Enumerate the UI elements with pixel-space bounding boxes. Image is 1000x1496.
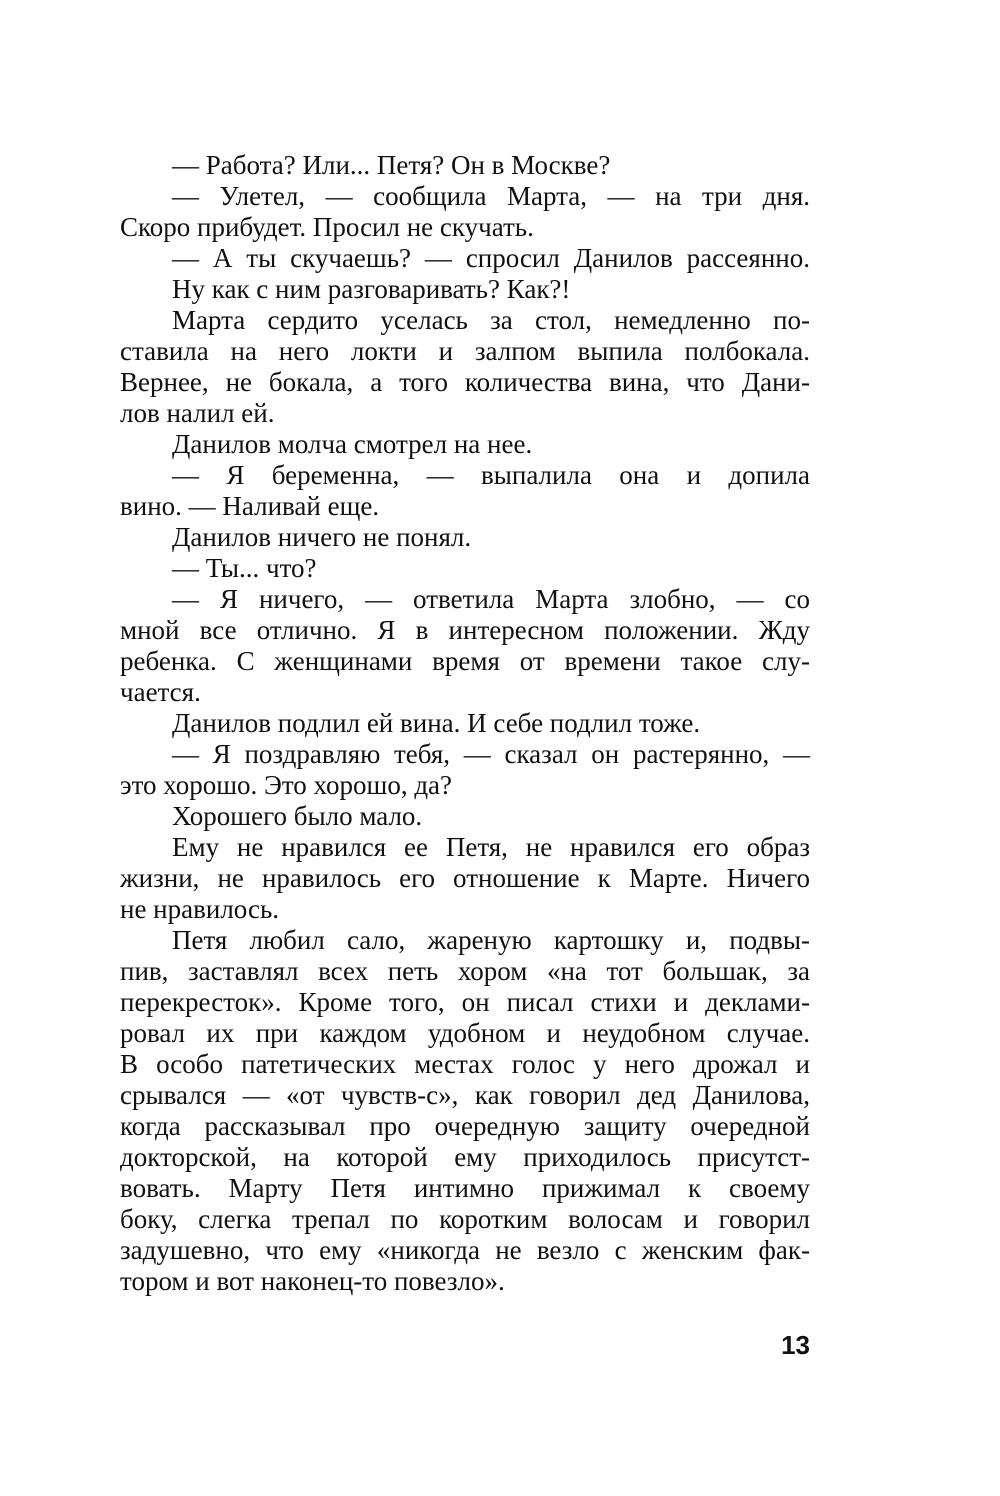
text-line: вино. — Наливай еще.: [120, 491, 380, 521]
text-line: ставила на него локти и залпом выпила полбокала.: [120, 336, 810, 366]
body-text: [120, 150, 810, 1297]
text-line: задушевно, что ему «никогда не везло с женским фак-: [120, 1235, 810, 1265]
text-line: Петя любил сало, жареную картошку и, подвы-: [172, 925, 810, 955]
text-line: — Я ничего, — ответила Марта злобно, — со: [172, 584, 810, 614]
text-line: срывался — «от чувств-с», как говорил дед Данилова,: [120, 1080, 810, 1110]
text-line: вовать. Марту Петя интимно прижимал к своему: [120, 1173, 810, 1203]
text-line: докторской, на которой ему приходилось присутст-: [120, 1142, 810, 1172]
text-line: Ему не нравился ее Петя, не нравился его образ: [172, 832, 810, 862]
text-line: лов налил ей.: [120, 398, 275, 428]
text-line: тором и вот наконец-то повезло».: [120, 1266, 505, 1296]
text-line: Данилов ничего не понял.: [172, 522, 472, 552]
text-line: Данилов подлил ей вина. И себе подлил тоже.: [172, 708, 701, 738]
text-line: это хорошо. Это хорошо, да?: [120, 770, 453, 800]
text-line: пив, заставлял всех петь хором «на тот большак, за: [120, 956, 810, 986]
text-line: — Я беременна, — выпалила она и допила: [172, 460, 810, 490]
text-line: В особо патетических местах голос у него дрожал и: [120, 1049, 810, 1079]
text-line: жизни, не нравилось его отношение к Марте. Ничего: [120, 863, 810, 893]
text-line: Вернее, не бокала, а того количества вина, что Дани-: [120, 367, 810, 397]
text-line: Данилов молча смотрел на нее.: [172, 429, 533, 459]
text-line: Ну как с ним разговаривать? Как?!: [172, 274, 571, 304]
text-line: — Улетел, — сообщила Марта, — на три дня.: [172, 181, 810, 211]
page-number: 13: [781, 1330, 810, 1360]
text-line: чается.: [120, 677, 201, 707]
text-line: мной все отлично. Я в интересном положении. Жду: [120, 615, 810, 645]
text-line: когда рассказывал про очередную защиту очередной: [120, 1111, 810, 1141]
text-line: — Работа? Или... Петя? Он в Москве?: [172, 150, 611, 180]
text-line: Марта сердито уселась за стол, немедленно по-: [172, 305, 810, 335]
text-line: боку, слегка трепал по коротким волосам и говорил: [120, 1204, 810, 1234]
text-line: — Ты... что?: [172, 553, 317, 583]
text-line: ребенка. С женщинами время от времени такое слу-: [120, 646, 810, 676]
text-line: — А ты скучаешь? — спросил Данилов рассеянно.: [172, 243, 810, 273]
text-line: не нравилось.: [120, 894, 280, 924]
text-line: перекресток». Кроме того, он писал стихи и деклами-: [120, 987, 810, 1017]
text-line: ровал их при каждом удобном и неудобном случае.: [120, 1018, 810, 1048]
text-line: Скоро прибудет. Просил не скучать.: [120, 212, 534, 242]
text-line: Хорошего было мало.: [172, 801, 423, 831]
text-line: — Я поздравляю тебя, — сказал он растерянно, —: [172, 739, 810, 769]
